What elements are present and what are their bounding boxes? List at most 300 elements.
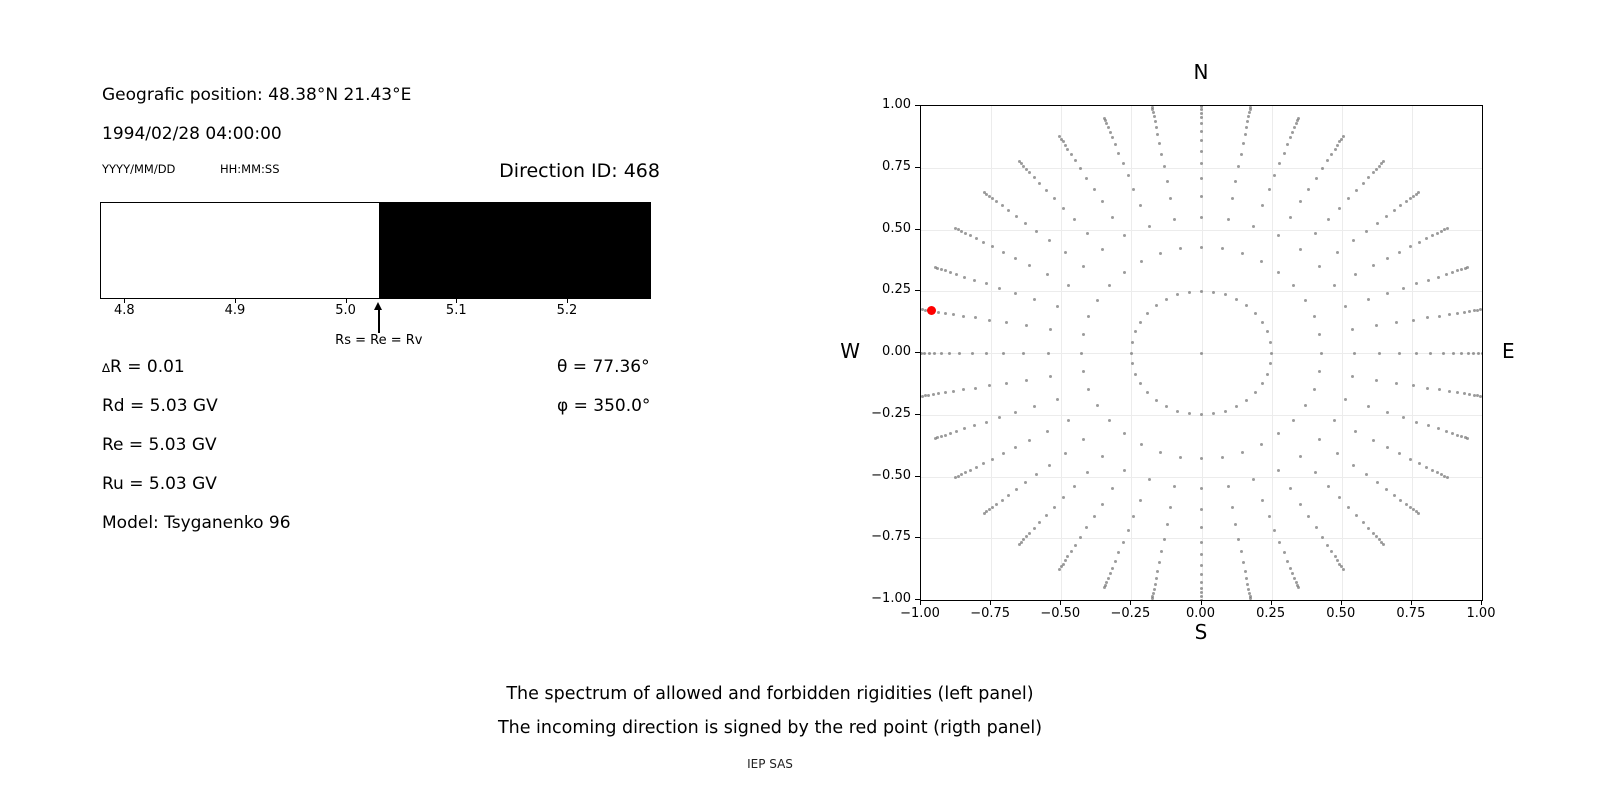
scatter-dot: [1333, 419, 1336, 422]
scatter-dot: [1046, 273, 1049, 276]
scatter-dot: [1073, 218, 1076, 221]
scatter-dot: [1045, 189, 1048, 192]
y-tick-mark: [915, 414, 920, 415]
direction-plot-area: [921, 106, 1482, 600]
x-tick-mark: [1271, 600, 1272, 605]
scatter-dot: [1342, 135, 1345, 138]
scatter-dot: [1244, 570, 1247, 573]
x-tick-label: −1.00: [900, 606, 940, 621]
spectrum-tick-label: 5.1: [445, 303, 467, 318]
scatter-dot: [1132, 515, 1135, 518]
scatter-dot: [1122, 541, 1125, 544]
scatter-dot: [1367, 527, 1370, 530]
caption-line-2: The incoming direction is signed by the red point (rigth panel): [497, 718, 1043, 738]
scatter-dot: [1045, 514, 1048, 517]
value-row: [102, 396, 218, 416]
scatter-dot: [1123, 271, 1126, 274]
scatter-dot: [1291, 572, 1294, 575]
scatter-dot: [1151, 597, 1154, 600]
geographic-position-label: Geografic position: 48.38°N 21.43°E: [102, 85, 412, 105]
scatter-dot: [1221, 456, 1224, 459]
scatter-dot: [1333, 284, 1336, 287]
phi-value: φ = 350.0°: [557, 396, 651, 416]
scatter-dot: [1200, 526, 1203, 529]
scatter-dot: [1362, 521, 1365, 524]
scatter-dot: [1101, 455, 1104, 458]
scatter-dot: [1355, 189, 1358, 192]
scatter-dot: [1082, 333, 1085, 336]
scatter-dot: [1460, 435, 1463, 438]
scatter-dot: [1456, 391, 1459, 394]
scatter-dot: [1318, 370, 1321, 373]
scatter-dot: [1245, 577, 1248, 580]
scatter-dot: [1355, 514, 1358, 517]
scatter-dot: [1249, 108, 1252, 111]
scatter-dot: [1415, 421, 1418, 424]
x-tick-mark: [1481, 600, 1482, 605]
y-tick-mark: [915, 537, 920, 538]
scatter-dot: [1247, 115, 1250, 118]
compass-north-label: N: [1193, 60, 1209, 84]
scatter-dot: [1445, 430, 1448, 433]
scatter-dot: [1002, 352, 1005, 355]
scatter-dot: [1073, 485, 1076, 488]
scatter-dot: [1153, 115, 1156, 118]
scatter-dot: [1221, 247, 1224, 250]
scatter-dot: [1234, 180, 1237, 183]
scatter-dot: [1033, 527, 1036, 530]
scatter-dot: [1468, 393, 1471, 396]
date-format-label: YYYY/MM/DD: [102, 162, 176, 176]
scatter-dot: [1151, 106, 1154, 109]
scatter-dot: [991, 197, 994, 200]
scatter-dot: [933, 352, 936, 355]
scatter-dot: [1427, 424, 1430, 427]
scatter-dot: [1015, 215, 1018, 218]
scatter-dot: [1378, 352, 1381, 355]
scatter-dot: [1342, 568, 1345, 571]
scatter-dot: [1293, 577, 1296, 580]
scatter-dot: [1014, 292, 1017, 295]
scatter-dot: [1460, 352, 1463, 355]
scatter-dot: [1200, 564, 1203, 567]
spectrum-segment-allowed: [101, 203, 379, 298]
y-tick-mark: [915, 167, 920, 168]
scatter-dot: [940, 352, 943, 355]
scatter-dot: [1398, 352, 1401, 355]
scatter-dot: [1320, 352, 1323, 355]
scatter-dot: [1367, 298, 1370, 301]
x-tick-label: −0.25: [1110, 606, 1151, 621]
scatter-dot: [1367, 176, 1370, 179]
scatter-dot: [1231, 197, 1234, 200]
scatter-dot: [1318, 333, 1321, 336]
x-tick-mark: [1130, 600, 1131, 605]
scatter-dot: [1375, 324, 1378, 327]
scatter-dot: [1252, 478, 1255, 481]
scatter-dot: [1386, 411, 1389, 414]
scatter-dot: [1429, 352, 1432, 355]
scatter-dot: [1200, 216, 1203, 219]
scatter-dot: [1156, 570, 1159, 573]
scatter-dot: [1060, 138, 1063, 141]
scatter-dot: [1200, 595, 1203, 598]
scatter-dot: [1436, 471, 1439, 474]
scatter-dot: [1245, 126, 1248, 129]
scatter-dot: [1382, 160, 1385, 163]
x-tick-mark: [1411, 600, 1412, 605]
scatter-dot: [1154, 583, 1157, 586]
scatter-dot: [1025, 379, 1028, 382]
scatter-dot: [1101, 200, 1104, 203]
scatter-dot: [1038, 182, 1041, 185]
scatter-dot: [1074, 544, 1077, 547]
scatter-dot: [1278, 541, 1281, 544]
scatter-dot: [1277, 469, 1280, 472]
scatter-dot: [1107, 577, 1110, 580]
scatter-dot: [974, 316, 977, 319]
scatter-dot: [1158, 142, 1161, 145]
x-tick-mark: [1341, 600, 1342, 605]
scatter-dot: [1025, 168, 1028, 171]
scatter-dot: [949, 271, 952, 274]
scatter-dot: [937, 311, 940, 314]
spectrum-segment-forbidden: [379, 203, 650, 298]
scatter-dot: [1066, 148, 1069, 151]
scatter-dot: [1460, 268, 1463, 271]
scatter-dot: [1086, 471, 1089, 474]
scatter-dot: [1395, 321, 1398, 324]
scatter-dot: [991, 245, 994, 248]
scatter-dot: [1200, 587, 1203, 590]
scatter-dot: [1378, 165, 1381, 168]
y-tick-label: 0.75: [882, 158, 911, 174]
scatter-dot: [1200, 195, 1203, 198]
scatter-dot: [1415, 282, 1418, 285]
scatter-dot: [1015, 488, 1018, 491]
scatter-dot: [1334, 148, 1337, 151]
scatter-dot: [1148, 225, 1151, 228]
scatter-dot: [1096, 299, 1099, 302]
time-format-label: HH:MM:SS: [220, 162, 280, 176]
scatter-dot: [971, 352, 974, 355]
scatter-dot: [1134, 373, 1137, 376]
scatter-dot: [1048, 239, 1051, 242]
scatter-dot: [1139, 499, 1142, 502]
scatter-dot: [1066, 555, 1069, 558]
scatter-dot: [1425, 466, 1428, 469]
scatter-dot: [1399, 204, 1402, 207]
scatter-dot: [1179, 456, 1182, 459]
scatter-dot: [1318, 265, 1321, 268]
scatter-dot: [1046, 430, 1049, 433]
scatter-dot: [1456, 269, 1459, 272]
grid-line-horizontal: [921, 538, 1482, 539]
scatter-dot: [962, 315, 965, 318]
scatter-dot: [1123, 469, 1126, 472]
scatter-dot: [1452, 352, 1455, 355]
scatter-dot: [1260, 260, 1263, 263]
scatter-dot: [1038, 521, 1041, 524]
scatter-dot: [1456, 434, 1459, 437]
value-text: Model: Tsyganenko 96: [102, 513, 291, 533]
scatter-dot: [1393, 209, 1396, 212]
scatter-dot: [1326, 544, 1329, 547]
scatter-dot: [1224, 293, 1227, 296]
scatter-dot: [1070, 153, 1073, 156]
scatter-dot: [921, 352, 923, 355]
direction-id-label: Direction ID: 468: [499, 160, 660, 182]
scatter-dot: [1235, 298, 1238, 301]
scatter-dot: [1426, 387, 1429, 390]
scatter-dot: [1283, 551, 1286, 554]
scatter-dot: [964, 232, 967, 235]
scatter-dot: [1064, 452, 1067, 455]
scatter-dot: [1467, 352, 1470, 355]
scatter-dot: [1166, 180, 1169, 183]
scatter-dot: [1158, 561, 1161, 564]
scatter-dot: [1200, 108, 1203, 111]
value-text: Rd = 5.03 GV: [102, 396, 218, 416]
scatter-dot: [1109, 131, 1112, 134]
value-text: Re = 5.03 GV: [102, 435, 217, 455]
scatter-dot: [1344, 398, 1347, 401]
scatter-dot: [1108, 419, 1111, 422]
scatter-dot: [1431, 469, 1434, 472]
cutoff-annotation: Rs = Re = Rv: [335, 333, 423, 348]
scatter-dot: [1375, 379, 1378, 382]
scatter-dot: [1056, 398, 1059, 401]
x-tick-mark: [920, 600, 921, 605]
scatter-dot: [1362, 182, 1365, 185]
scatter-dot: [1268, 188, 1271, 191]
datetime-value: 1994/02/28 04:00:00: [102, 124, 282, 144]
scatter-dot: [1244, 133, 1247, 136]
scatter-dot: [1286, 560, 1289, 563]
scatter-dot: [1064, 559, 1067, 562]
scatter-dot: [1224, 410, 1227, 413]
spectrum-tick-label: 5.2: [556, 303, 578, 318]
scatter-dot: [1005, 382, 1008, 385]
y-tick-label: −0.75: [871, 529, 911, 545]
scatter-dot: [1330, 550, 1333, 553]
scatter-dot: [1002, 452, 1005, 455]
scatter-dot: [1367, 405, 1370, 408]
scatter-dot: [944, 269, 947, 272]
scatter-dot: [1405, 503, 1408, 506]
scatter-dot: [1314, 232, 1317, 235]
scatter-dot: [1111, 136, 1114, 139]
scatter-dot: [1200, 177, 1203, 180]
cutoff-arrow-icon: [374, 302, 382, 310]
scatter-dot: [1347, 506, 1350, 509]
scatter-dot: [1299, 200, 1302, 203]
scatter-dot: [1261, 382, 1264, 385]
scatter-dot: [1139, 382, 1142, 385]
scatter-dot: [1438, 315, 1441, 318]
scatter-dot: [1376, 222, 1379, 225]
scatter-dot: [1352, 464, 1355, 467]
scatter-dot: [1277, 234, 1280, 237]
scatter-dot: [1273, 529, 1276, 532]
scatter-dot: [1025, 324, 1028, 327]
scatter-dot: [975, 237, 978, 240]
scatter-dot: [1242, 142, 1245, 145]
scatter-dot: [1165, 405, 1168, 408]
scatter-dot: [1062, 496, 1065, 499]
y-tick-mark: [915, 352, 920, 353]
scatter-dot: [1108, 284, 1111, 287]
scatter-dot: [1340, 138, 1343, 141]
scatter-dot: [952, 390, 955, 393]
y-tick-mark: [915, 105, 920, 106]
scatter-dot: [1240, 153, 1243, 156]
scatter-dot: [973, 279, 976, 282]
spectrum-tick-label: 4.9: [224, 303, 246, 318]
scatter-dot: [934, 437, 937, 440]
scatter-dot: [1087, 388, 1090, 391]
scatter-dot: [1049, 375, 1052, 378]
scatter-dot: [1307, 515, 1310, 518]
scatter-dot: [1028, 171, 1031, 174]
scatter-dot: [1188, 291, 1191, 294]
value-text: R = 0.01: [110, 357, 185, 377]
scatter-dot: [1200, 130, 1203, 133]
scatter-dot: [1481, 352, 1483, 355]
scatter-dot: [1372, 439, 1375, 442]
x-tick-label: −0.75: [970, 606, 1011, 621]
scatter-dot: [1200, 246, 1203, 249]
scatter-dot: [1386, 257, 1389, 260]
scatter-dot: [1293, 126, 1296, 129]
scatter-dot: [1155, 126, 1158, 129]
scatter-dot: [1437, 427, 1440, 430]
x-tick-mark: [1201, 600, 1202, 605]
scatter-dot: [1466, 437, 1469, 440]
scatter-dot: [1200, 541, 1203, 544]
scatter-dot: [1245, 399, 1248, 402]
scatter-dot: [1127, 529, 1130, 532]
scatter-dot: [1053, 197, 1056, 200]
scatter-dot: [1064, 251, 1067, 254]
scatter-dot: [1117, 551, 1120, 554]
scatter-dot: [1479, 395, 1482, 398]
scatter-dot: [1277, 432, 1280, 435]
scatter-dot: [1273, 174, 1276, 177]
scatter-dot: [1385, 488, 1388, 491]
scatter-dot: [1109, 572, 1112, 575]
scatter-dot: [1152, 111, 1155, 114]
scatter-dot: [1313, 315, 1316, 318]
scatter-dot: [1351, 375, 1354, 378]
scatter-dot: [1252, 225, 1255, 228]
grid-line-horizontal: [921, 477, 1482, 478]
scatter-dot: [921, 308, 924, 311]
scatter-dot: [944, 434, 947, 437]
scatter-dot: [1431, 234, 1434, 237]
scatter-dot: [1022, 165, 1025, 168]
scatter-dot: [1398, 251, 1401, 254]
scatter-dot: [955, 273, 958, 276]
scatter-dot: [1082, 265, 1085, 268]
scatter-dot: [1418, 241, 1421, 244]
scatter-dot: [1248, 111, 1251, 114]
scatter-dot: [1336, 559, 1339, 562]
scatter-dot: [969, 234, 972, 237]
y-tick-mark: [915, 290, 920, 291]
scatter-dot: [1235, 405, 1238, 408]
scatter-dot: [1140, 260, 1143, 263]
scatter-dot: [1451, 432, 1454, 435]
scatter-dot: [1156, 133, 1159, 136]
scatter-dot: [1200, 150, 1203, 153]
scatter-dot: [1067, 284, 1070, 287]
scatter-dot: [1395, 382, 1398, 385]
scatter-dot: [1082, 370, 1085, 373]
scatter-dot: [1448, 390, 1451, 393]
scatter-dot: [1165, 298, 1168, 301]
scatter-dot: [940, 435, 943, 438]
scatter-dot: [1241, 451, 1244, 454]
scatter-dot: [1351, 328, 1354, 331]
scatter-dot: [1049, 328, 1052, 331]
scatter-dot: [1122, 162, 1125, 165]
scatter-dot: [1344, 305, 1347, 308]
scatter-dot: [1200, 112, 1203, 115]
scatter-dot: [1304, 404, 1307, 407]
scatter-dot: [932, 393, 935, 396]
scatter-dot: [1270, 352, 1273, 355]
scatter-dot: [1292, 284, 1295, 287]
scatter-dot: [1028, 439, 1031, 442]
scatter-dot: [1415, 352, 1418, 355]
scatter-dot: [1033, 405, 1036, 408]
scatter-dot: [957, 475, 960, 478]
scatter-dot: [936, 267, 939, 270]
scatter-dot: [1278, 162, 1281, 165]
scatter-dot: [1321, 167, 1324, 170]
delta-symbol: ∆: [102, 361, 111, 375]
scatter-dot: [1315, 177, 1318, 180]
scatter-dot: [1111, 567, 1114, 570]
scatter-dot: [1260, 443, 1263, 446]
spectrum-tick-label: 4.8: [113, 303, 135, 318]
scatter-dot: [1412, 319, 1415, 322]
scatter-dot: [1365, 473, 1368, 476]
scatter-dot: [1299, 455, 1302, 458]
scatter-dot: [1153, 588, 1156, 591]
scatter-dot: [1418, 462, 1421, 465]
scatter-dot: [983, 191, 986, 194]
scatter-dot: [1107, 126, 1110, 129]
y-tick-label: 0.00: [882, 344, 911, 359]
scatter-dot: [1249, 597, 1252, 600]
scatter-dot: [1033, 176, 1036, 179]
scatter-dot: [1354, 430, 1357, 433]
scatter-dot: [975, 466, 978, 469]
scatter-dot: [1014, 446, 1017, 449]
scatter-dot: [1200, 487, 1203, 490]
scatter-dot: [963, 276, 966, 279]
scatter-dot: [1412, 384, 1415, 387]
y-tick-label: 0.25: [882, 282, 911, 298]
scatter-dot: [1336, 144, 1339, 147]
scatter-dot: [934, 266, 937, 269]
scatter-dot: [1277, 271, 1280, 274]
scatter-dot: [1330, 153, 1333, 156]
scatter-dot: [1148, 478, 1151, 481]
credit-label: IEP SAS: [747, 757, 793, 771]
